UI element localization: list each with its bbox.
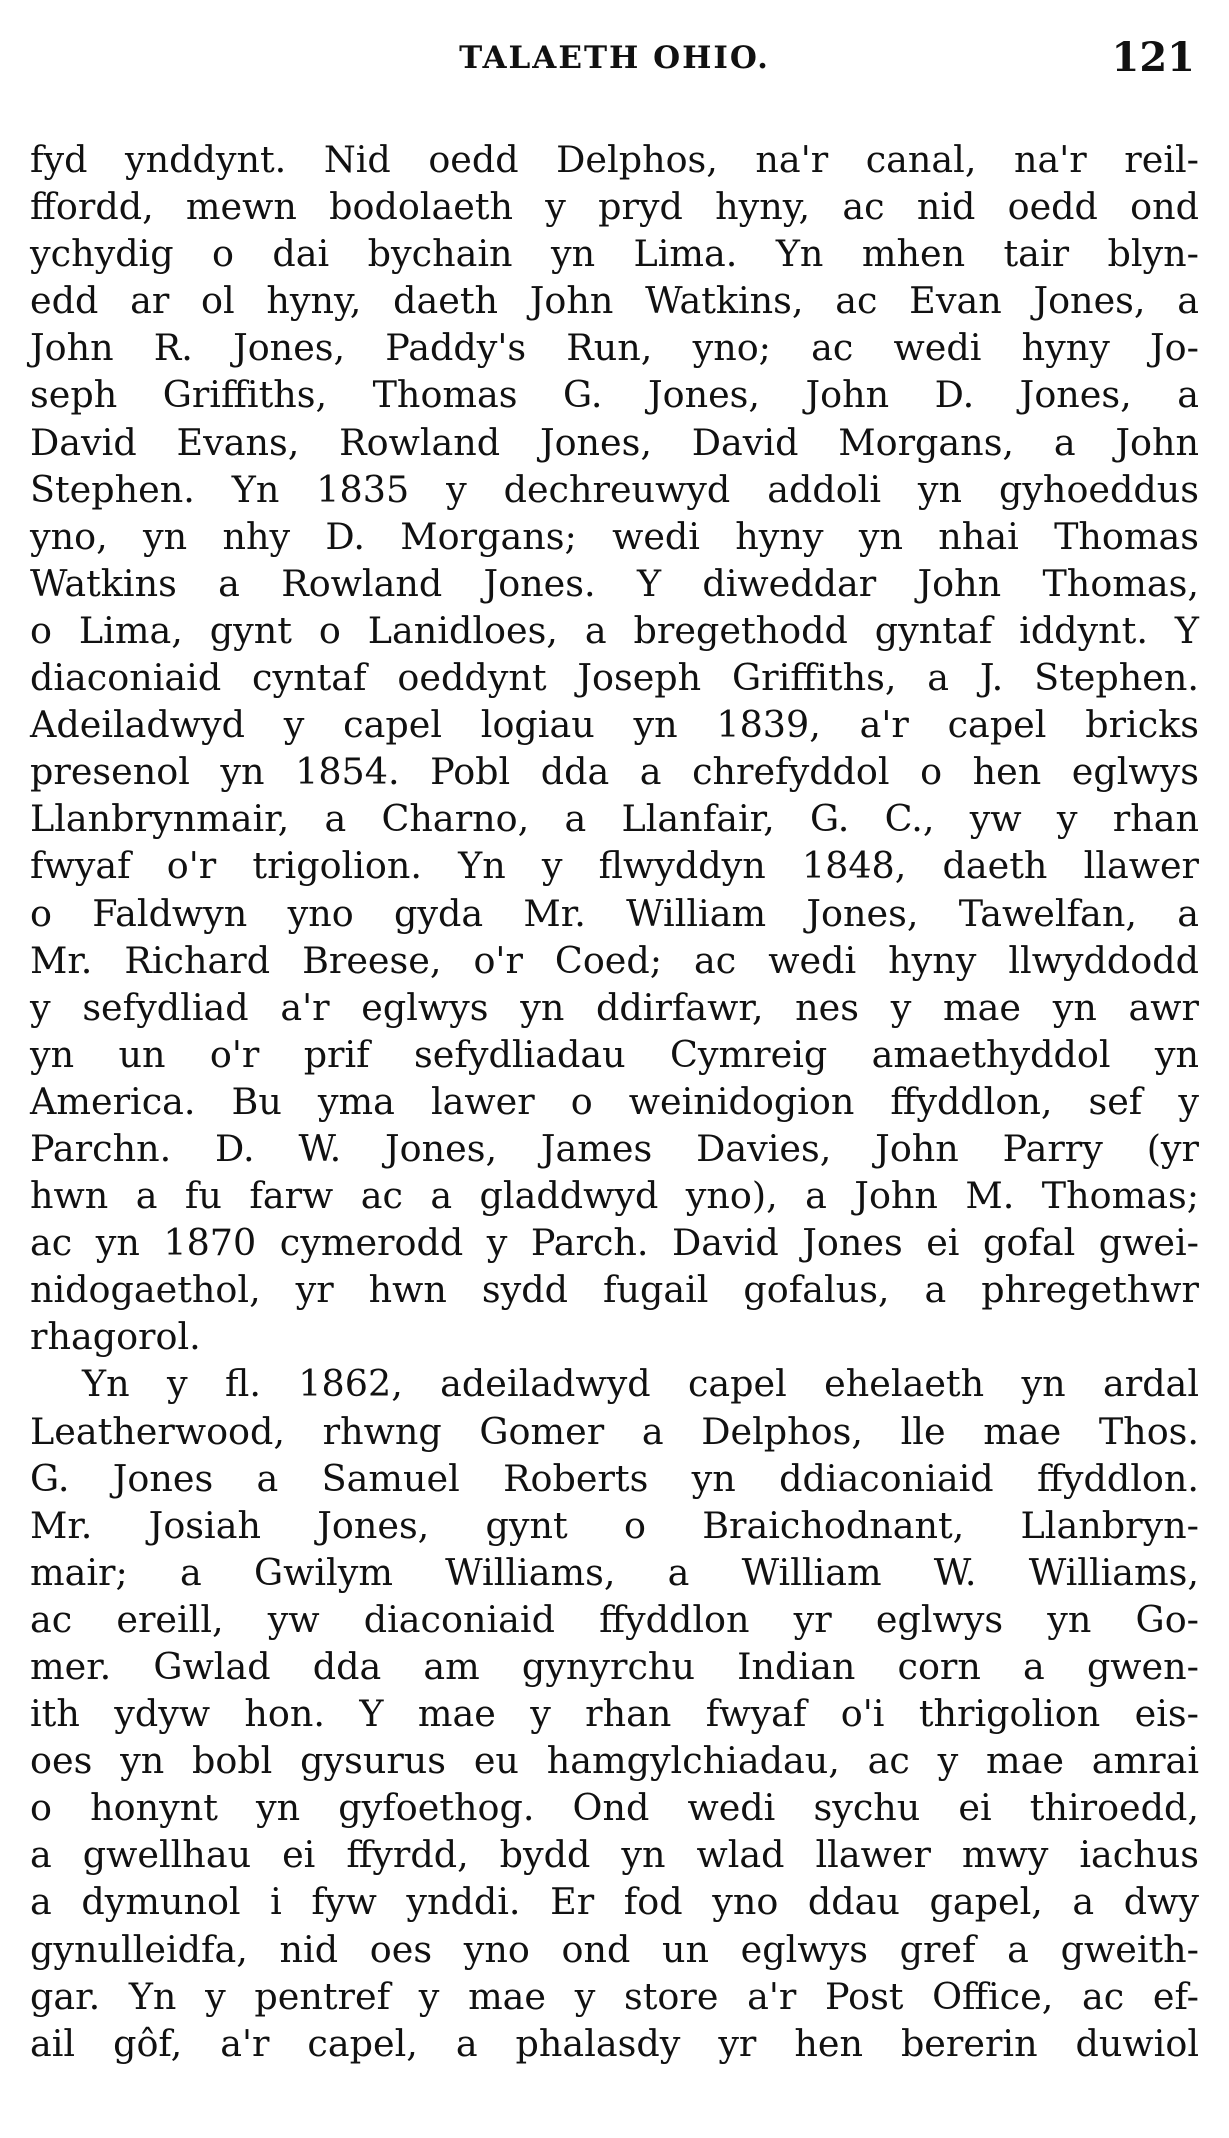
text-line: David Evans, Rowland Jones, David Morgans, a John (30, 420, 1199, 464)
text-line: y sefydliad a'r eglwys yn ddirfawr, nes y mae yn awr (30, 985, 1199, 1029)
text-line: nidogaethol, yr hwn sydd fugail gofalus, a phregethwr (30, 1268, 1199, 1312)
text-line: Llanbrynmair, a Charno, a Llanfair, G. C., yw y rhan (30, 797, 1199, 841)
text-line: mair; a Gwilym Williams, a William W. Williams, (30, 1550, 1199, 1594)
text-line: ail gôf, a'r capel, a phalasdy yr hen bererin duwiol (30, 2021, 1199, 2065)
text-line: gynulleidfa, nid oes yno ond un eglwys gref a gweith- (30, 1927, 1199, 1971)
text-line: John R. Jones, Paddy's Run, yno; ac wedi hyny Jo- (30, 326, 1199, 370)
text-line: yn un o'r prif sefydliadau Cymreig amaethyddol yn (30, 1032, 1199, 1076)
text-line: Watkins a Rowland Jones. Y diweddar John Thomas, (30, 561, 1199, 605)
text-line: Adeiladwyd y capel logiau yn 1839, a'r capel bricks (30, 703, 1199, 747)
text-line: edd ar ol hyny, daeth John Watkins, ac Evan Jones, a (30, 279, 1199, 323)
text-line: seph Griffiths, Thomas G. Jones, John D. Jones, a (30, 373, 1199, 417)
text-line: ffordd, mewn bodolaeth y pryd hyny, ac nid oedd ond (30, 185, 1199, 229)
text-line: yno, yn nhy D. Morgans; wedi hyny yn nhai Thomas (30, 514, 1199, 558)
text-line: ac ereill, yw diaconiaid ffyddlon yr eglwys yn Go- (30, 1597, 1199, 1641)
text-line: diaconiaid cyntaf oeddynt Joseph Griffiths, a J. Stephen. (30, 656, 1199, 700)
text-line: hwn a fu farw ac a gladdwyd yno), a John M. Thomas; (30, 1174, 1199, 1218)
text-line: Parchn. D. W. Jones, James Davies, John Parry (yr (30, 1126, 1199, 1170)
page-header (28, 30, 1201, 90)
text-line: a dymunol i fyw ynddi. Er fod yno ddau gapel, a dwy (30, 1880, 1199, 1924)
text-line: Yn y fl. 1862, adeiladwyd capel ehelaeth yn ardal (82, 1362, 1199, 1406)
text-line: ychydig o dai bychain yn Lima. Yn mhen tair blyn- (30, 232, 1199, 276)
body-text (30, 136, 1199, 2067)
text-line: fwyaf o'r trigolion. Yn y flwyddyn 1848, daeth llawer (30, 844, 1199, 888)
text-line: o Lima, gynt o Lanidloes, a bregethodd gyntaf iddynt. Y (30, 608, 1199, 652)
page-number: 121 (1111, 34, 1195, 81)
text-line: America. Bu yma lawer o weinidogion ffyddlon, sef y (30, 1079, 1199, 1123)
text-line: Stephen. Yn 1835 y dechreuwyd addoli yn gyhoeddus (30, 467, 1199, 511)
text-line: o Faldwyn yno gyda Mr. William Jones, Tawelfan, a (30, 891, 1199, 935)
text-line: Mr. Josiah Jones, gynt o Braichodnant, Llanbryn- (30, 1503, 1199, 1547)
text-line: rhagorol. (30, 1315, 201, 1359)
text-line: ith ydyw hon. Y mae y rhan fwyaf o'i thrigolion eis- (30, 1692, 1199, 1736)
text-line: G. Jones a Samuel Roberts yn ddiaconiaid ffyddlon. (30, 1456, 1199, 1500)
text-line: gar. Yn y pentref y mae y store a'r Post Office, ac ef- (30, 1974, 1199, 2018)
text-line: ac yn 1870 cymerodd y Parch. David Jones ei gofal gwei- (30, 1221, 1199, 1265)
running-head: TALAETH OHIO. (459, 40, 770, 76)
text-line: Leatherwood, rhwng Gomer a Delphos, lle mae Thos. (30, 1409, 1199, 1453)
paragraph-2 (30, 1360, 1199, 2066)
text-line: oes yn bobl gysurus eu hamgylchiadau, ac y mae amrai (30, 1739, 1199, 1783)
text-line: mer. Gwlad dda am gynyrchu Indian corn a gwen- (30, 1645, 1199, 1688)
paragraph-1 (30, 136, 1199, 1360)
text-line: fyd ynddynt. Nid oedd Delphos, na'r canal, na'r reil- (30, 138, 1199, 181)
text-line: o honynt yn gyfoethog. Ond wedi sychu ei thiroedd, (30, 1786, 1199, 1830)
text-line: Mr. Richard Breese, o'r Coed; ac wedi hyny llwyddodd (30, 938, 1199, 982)
text-line: a gwellhau ei ffyrdd, bydd yn wlad llawer mwy iachus (30, 1833, 1199, 1877)
text-line: presenol yn 1854. Pobl dda a chrefyddol o hen eglwys (30, 750, 1199, 794)
